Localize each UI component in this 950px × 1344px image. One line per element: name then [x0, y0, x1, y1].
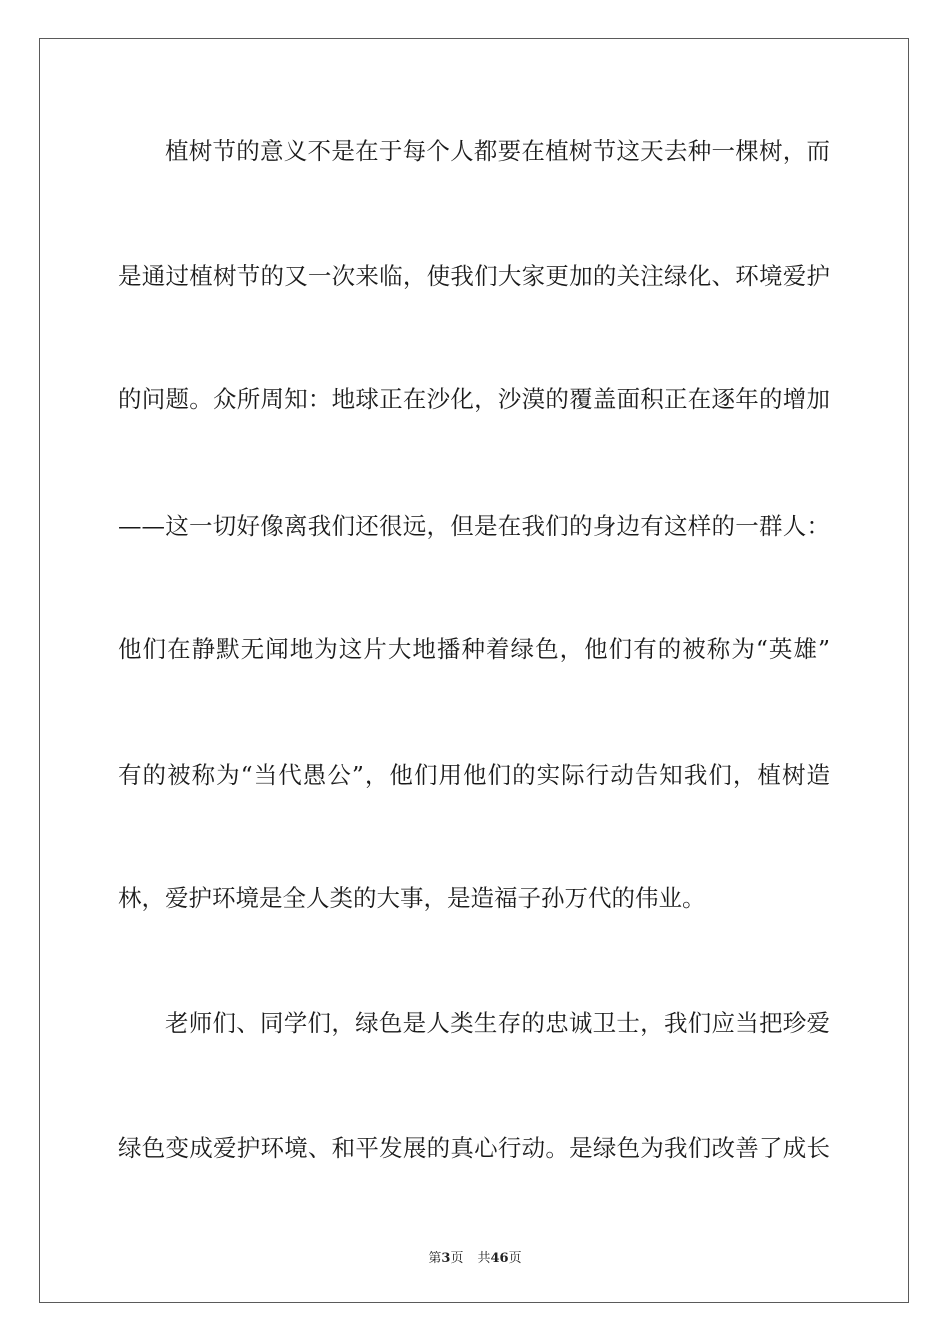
footer-page-number: 3 [441, 1251, 451, 1266]
page-footer [0, 1247, 950, 1266]
paragraph-line-3: 的问题。众所周知：地球正在沙化，沙漠的覆盖面积正在逐年的增加 [118, 385, 830, 413]
paragraph-line-7: 林，爱护环境是全人类的大事，是造福子孙万代的伟业。 [118, 884, 706, 912]
footer-total-suffix: 页 [508, 1251, 522, 1266]
paragraph-line-2: 是通过植树节的又一次来临，使我们大家更加的关注绿化、环境爱护 [118, 262, 830, 290]
page-border [39, 38, 909, 1303]
paragraph-line-8: 老师们、同学们，绿色是人类生存的忠诚卫士，我们应当把珍爱 [165, 1009, 830, 1037]
footer-page-prefix: 第 [428, 1251, 442, 1266]
paragraph-line-1: 植树节的意义不是在于每个人都要在植树节这天去种一棵树，而 [165, 137, 830, 165]
paragraph-line-5: 他们在静默无闻地为这片大地播种着绿色，他们有的被称为“英雄” [118, 635, 830, 663]
paragraph-line-9: 绿色变成爱护环境、和平发展的真心行动。是绿色为我们改善了成长 [118, 1134, 830, 1162]
paragraph-line-4: ——这一切好像离我们还很远，但是在我们的身边有这样的一群人： [118, 512, 830, 540]
footer-page-suffix: 页 [450, 1251, 464, 1266]
footer-total-prefix: 共 [477, 1251, 491, 1266]
footer-total-pages: 46 [490, 1251, 509, 1266]
paragraph-line-6: 有的被称为“当代愚公”，他们用他们的实际行动告知我们，植树造 [118, 761, 830, 789]
